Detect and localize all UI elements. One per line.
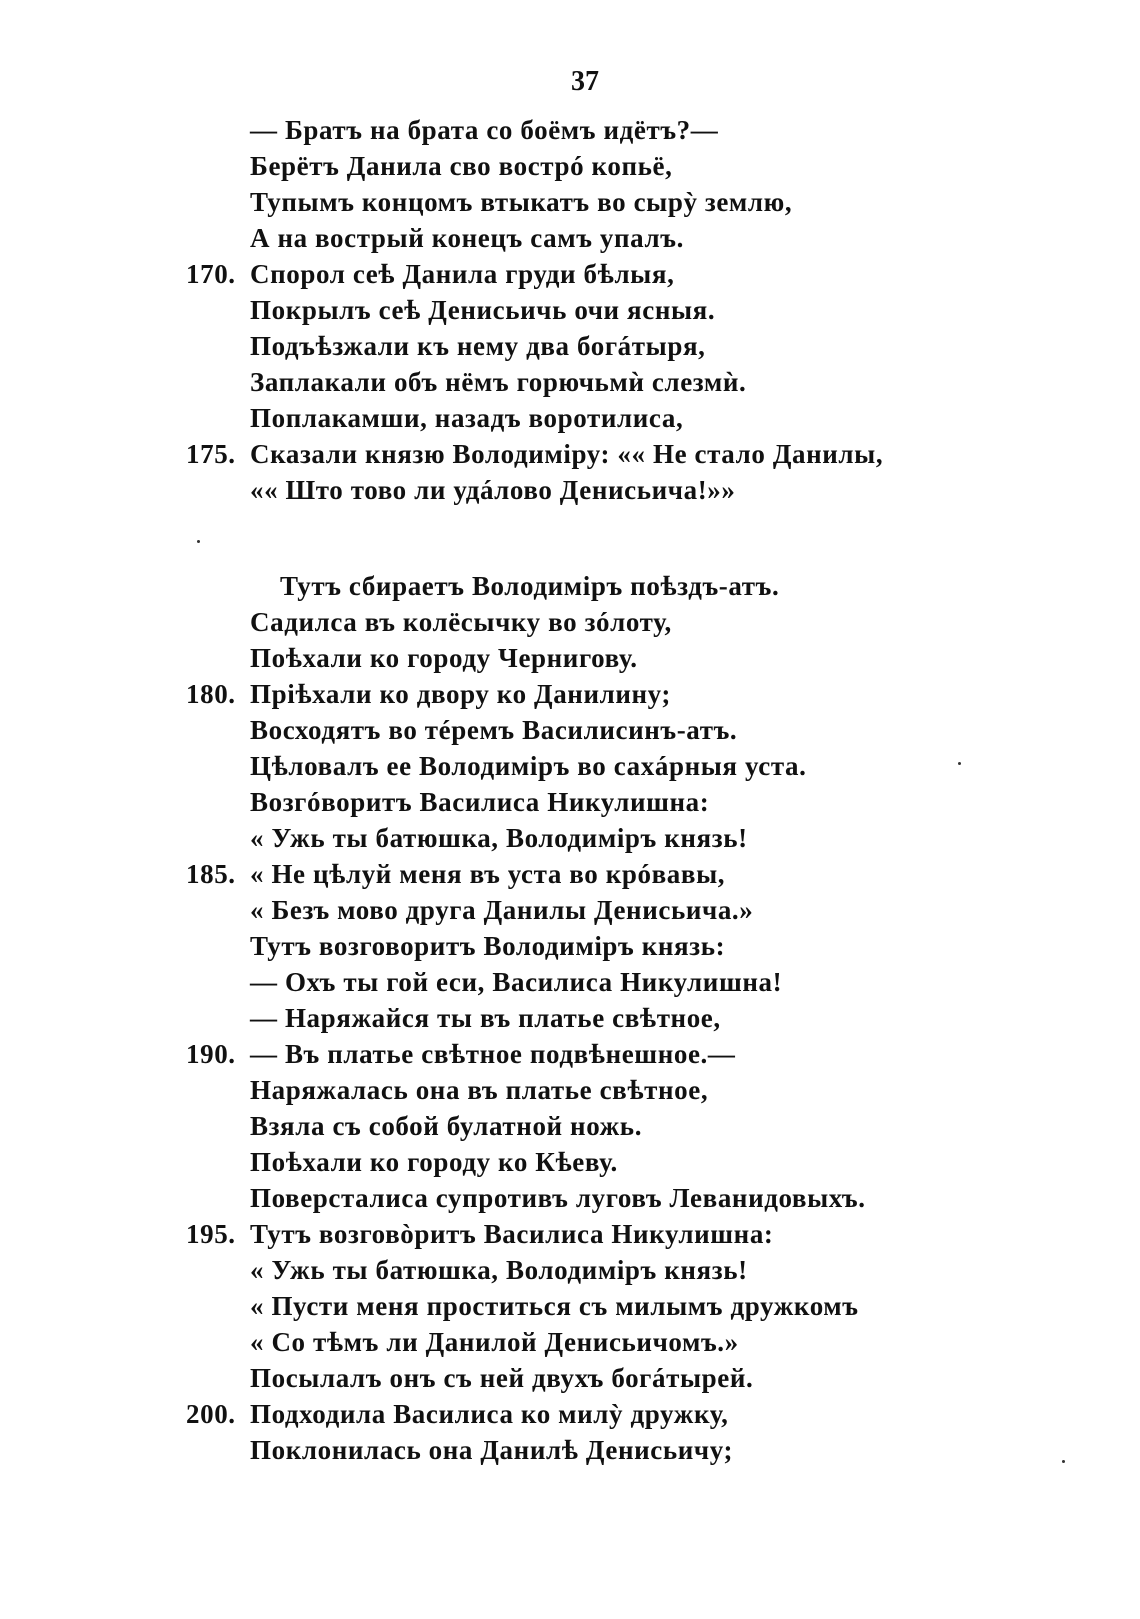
verse-line xyxy=(0,472,1140,508)
verse-line xyxy=(0,1108,1140,1144)
stanza-2 xyxy=(0,568,1140,1468)
verse-text: Посылалъ онъ съ ней двухъ богáтырей. xyxy=(250,1363,754,1393)
verse-line xyxy=(0,436,1140,472)
verse-line xyxy=(0,1432,1140,1468)
verse-text: Восходятъ во тéремъ Василисинъ-атъ. xyxy=(250,715,738,745)
verse-text: Поѣхали ко городу ко Кѣеву. xyxy=(250,1147,618,1177)
verse-line xyxy=(0,1036,1140,1072)
page-number: 37 xyxy=(571,66,599,97)
print-speck xyxy=(197,540,200,543)
verse-line xyxy=(0,400,1140,436)
verse-text: Тутъ сбираетъ Володимiръ поѣздъ-атъ. xyxy=(280,571,780,601)
line-number: 200. xyxy=(186,1399,236,1429)
verse-line xyxy=(0,820,1140,856)
verse-text: « Безъ мово друга Данилы Денисьича.» xyxy=(250,895,754,925)
verse-text: Заплакали объ нёмъ горючьмѝ слезмѝ. xyxy=(250,367,747,397)
verse-line xyxy=(0,568,1140,604)
verse-line xyxy=(0,184,1140,220)
stanza-1 xyxy=(0,112,1140,508)
line-number: 180. xyxy=(186,679,236,709)
verse-text: Возгóворитъ Василиса Никулишна: xyxy=(250,787,710,817)
line-number: 190. xyxy=(186,1039,236,1069)
line-number: 170. xyxy=(186,259,236,289)
verse-text: А на вострый конецъ самъ упалъ. xyxy=(250,223,684,253)
verse-text: « Ужь ты батюшка, Володимiръ князь! xyxy=(250,1255,748,1285)
verse-text: Спорол сеѣ Данила груди бѣлыя, xyxy=(250,259,675,289)
verse-text: Подъѣзжали къ нему два богáтыря, xyxy=(250,331,706,361)
verse-text: Поверсталиса супротивъ луговъ Леванидовыхъ. xyxy=(250,1183,866,1213)
verse-text: Подходила Василиса ко милỳ дружку, xyxy=(250,1399,729,1429)
verse-text: — Охъ ты гой еси, Василиса Никулишна! xyxy=(250,967,783,997)
verse-text: «« Што тово ли удáлово Денисьича!»» xyxy=(250,475,736,505)
verse-line xyxy=(0,1360,1140,1396)
line-number: 195. xyxy=(186,1219,236,1249)
verse-text: « Со тѣмъ ли Данилой Денисьичомъ.» xyxy=(250,1327,739,1357)
verse-line xyxy=(0,220,1140,256)
verse-line xyxy=(0,1324,1140,1360)
verse-line xyxy=(0,748,1140,784)
verse-line xyxy=(0,148,1140,184)
verse-text: Поѣхали ко городу Чернигову. xyxy=(250,643,638,673)
verse-line xyxy=(0,928,1140,964)
verse-text: Тутъ возговòритъ Василиса Никулишна: xyxy=(250,1219,774,1249)
line-number: 175. xyxy=(186,439,236,469)
verse-line xyxy=(0,1144,1140,1180)
verse-line xyxy=(0,364,1140,400)
verse-text: « Пусти меня проститься съ милымъ дружкомъ xyxy=(250,1291,859,1321)
verse-line xyxy=(0,892,1140,928)
line-number: 185. xyxy=(186,859,236,889)
verse-line xyxy=(0,1252,1140,1288)
verse-text: Сказали князю Володимiру: «« Не стало Данилы, xyxy=(250,439,884,469)
verse-text: « Не цѣлуй меня въ уста во крóвавы, xyxy=(250,859,726,889)
verse-text: Берётъ Данила сво вострó копьё, xyxy=(250,151,673,181)
verse-line xyxy=(0,784,1140,820)
verse-text: Цѣловалъ ее Володимiръ во сахáрныя уста. xyxy=(250,751,807,781)
verse-line xyxy=(0,604,1140,640)
verse-text: — Наряжайся ты въ платье свѣтное, xyxy=(250,1003,721,1033)
print-speck xyxy=(958,762,961,765)
verse-line xyxy=(0,964,1140,1000)
verse-line xyxy=(0,1396,1140,1432)
verse-line xyxy=(0,256,1140,292)
verse-text: — Въ платье свѣтное подвѣнешное.— xyxy=(250,1039,736,1069)
verse-text: Взяла съ собой булатной ножь. xyxy=(250,1111,643,1141)
verse-line xyxy=(0,712,1140,748)
verse-text: Наряжалась она въ платье свѣтное, xyxy=(250,1075,709,1105)
verse-text: Садилса въ колёсычку во зóлоту, xyxy=(250,607,672,637)
verse-text: Покрылъ сеѣ Денисьичь очи ясныя. xyxy=(250,295,716,325)
verse-text: Тутъ возговоритъ Володимiръ князь: xyxy=(250,931,726,961)
verse-line xyxy=(0,1288,1140,1324)
verse-line xyxy=(0,1216,1140,1252)
verse-line xyxy=(0,328,1140,364)
verse-line xyxy=(0,640,1140,676)
verse-line xyxy=(0,1000,1140,1036)
verse-text: — Братъ на брата со боёмъ идётъ?— xyxy=(250,115,719,145)
verse-line xyxy=(0,292,1140,328)
verse-text: Поклонилась она Данилѣ Денисьичу; xyxy=(250,1435,734,1465)
verse-text: Прiѣхали ко двору ко Данилину; xyxy=(250,679,672,709)
print-speck xyxy=(1062,1460,1065,1463)
verse-text: Тупымъ концомъ втыкатъ во сырỳ землю, xyxy=(250,187,793,217)
verse-text: « Ужь ты батюшка, Володимiръ князь! xyxy=(250,823,748,853)
verse-line xyxy=(0,112,1140,148)
verse-line xyxy=(0,1072,1140,1108)
verse-line xyxy=(0,676,1140,712)
verse-text: Поплакамши, назадъ воротилиса, xyxy=(250,403,684,433)
verse-line xyxy=(0,1180,1140,1216)
verse-line xyxy=(0,856,1140,892)
